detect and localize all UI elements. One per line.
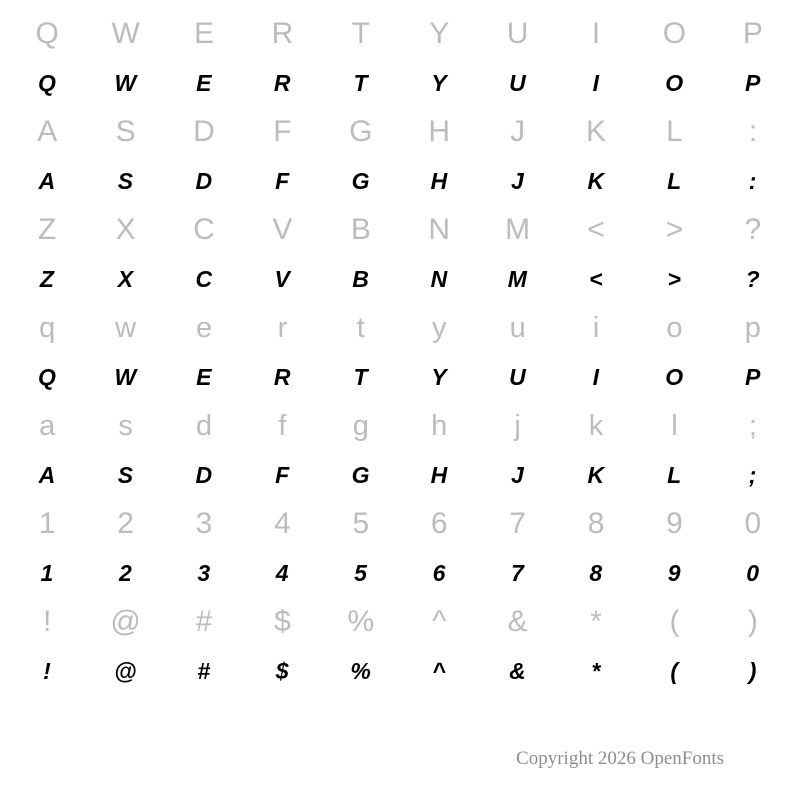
key-label: D <box>193 115 215 148</box>
glyph-sample: 0 <box>746 559 760 586</box>
glyph-sample: O <box>665 69 684 96</box>
glyph-sample: W <box>114 363 137 390</box>
glyph-sample: R <box>273 69 291 96</box>
glyph-sample: E <box>196 69 212 96</box>
glyph-sample: 7 <box>510 559 525 586</box>
key-label: O <box>662 17 687 50</box>
glyph-sample: V <box>274 265 291 292</box>
row-uppercase-zxcv-glyphs <box>0 260 800 298</box>
key-label: ? <box>744 213 762 246</box>
glyph-sample: L <box>667 167 682 194</box>
glyph-sample: @ <box>114 657 138 684</box>
glyph-sample: T <box>353 69 369 96</box>
key-label: 3 <box>195 507 213 540</box>
key-label: J <box>510 115 526 148</box>
key-label: y <box>431 311 447 344</box>
key-label: t <box>356 311 365 344</box>
key-label: 5 <box>352 507 370 540</box>
key-label: & <box>507 605 528 638</box>
glyph-sample: < <box>589 265 604 292</box>
glyph-sample: U <box>509 69 527 96</box>
key-label: a <box>39 409 56 442</box>
glyph-sample: B <box>352 265 370 292</box>
key-label: I <box>591 17 601 50</box>
key-label: l <box>671 409 678 442</box>
key-label: g <box>352 409 369 442</box>
key-label: U <box>506 17 529 50</box>
glyph-sample: ( <box>670 657 679 684</box>
row-lowercase-asdf-glyphs <box>0 456 800 494</box>
key-label: k <box>588 409 604 442</box>
glyph-sample: H <box>430 167 448 194</box>
key-label: 2 <box>117 507 134 540</box>
key-label: u <box>509 311 526 344</box>
row-symbols-glyphs <box>0 652 800 690</box>
key-label: W <box>111 17 140 50</box>
glyph-sample: 8 <box>589 559 603 586</box>
key-label: 8 <box>587 507 605 540</box>
glyph-sample: X <box>117 265 134 292</box>
key-label: i <box>592 311 600 344</box>
glyph-sample: ? <box>745 265 761 292</box>
key-label: P <box>742 17 763 50</box>
glyph-sample: : <box>748 167 757 194</box>
key-label: C <box>193 213 215 246</box>
key-label: A <box>37 115 58 148</box>
key-label: 1 <box>38 507 56 540</box>
glyph-sample: S <box>117 461 134 488</box>
key-label: < <box>587 213 605 246</box>
key-label: X <box>115 213 136 246</box>
glyph-sample: J <box>510 461 525 488</box>
key-label: 9 <box>666 507 683 540</box>
glyph-sample: Y <box>431 363 448 390</box>
row-uppercase-qwerty-glyphs <box>0 64 800 102</box>
row-uppercase-asdf-keys <box>0 102 800 162</box>
row-digits-keys <box>0 494 800 554</box>
glyph-sample: Y <box>431 69 448 96</box>
key-label: $ <box>274 605 291 638</box>
glyph-sample: # <box>197 657 211 684</box>
key-label: % <box>347 605 375 638</box>
key-label: ; <box>748 409 757 442</box>
key-label: r <box>277 311 288 344</box>
glyph-sample: I <box>592 69 600 96</box>
glyph-sample: L <box>667 461 682 488</box>
row-lowercase-qwerty-glyphs <box>0 358 800 396</box>
key-label: V <box>272 213 293 246</box>
glyph-sample: M <box>507 265 528 292</box>
row-lowercase-asdf-keys <box>0 396 800 456</box>
glyph-sample: % <box>350 657 372 684</box>
key-label: Q <box>35 17 59 50</box>
glyph-sample: ^ <box>432 657 447 684</box>
glyph-sample: A <box>38 167 56 194</box>
glyph-sample: > <box>667 265 682 292</box>
row-symbols-keys <box>0 592 800 652</box>
glyph-sample: ! <box>43 657 52 684</box>
glyph-sample: S <box>117 167 134 194</box>
key-label: G <box>349 115 373 148</box>
key-label: ^ <box>432 605 447 638</box>
key-label: H <box>428 115 451 148</box>
glyph-sample: A <box>38 461 56 488</box>
glyph-sample: Q <box>38 363 57 390</box>
glyph-sample: P <box>744 363 761 390</box>
key-label: F <box>273 115 292 148</box>
glyph-sample: W <box>114 69 137 96</box>
copyright-notice: Copyright 2026 OpenFonts <box>516 748 724 769</box>
key-label: ) <box>747 605 758 638</box>
glyph-sample: 9 <box>667 559 682 586</box>
key-label: M <box>505 213 531 246</box>
key-label: d <box>195 409 213 442</box>
key-label: 6 <box>430 507 448 540</box>
key-label: @ <box>110 605 141 638</box>
glyph-sample: N <box>430 265 448 292</box>
key-label: 4 <box>274 507 291 540</box>
glyph-sample: G <box>351 167 371 194</box>
key-label: > <box>665 213 684 246</box>
key-label: 7 <box>509 507 526 540</box>
glyph-sample: J <box>510 167 525 194</box>
glyph-sample: D <box>195 461 213 488</box>
key-label: j <box>514 409 521 442</box>
key-label: : <box>748 115 758 148</box>
glyph-sample: * <box>591 657 601 684</box>
glyph-sample: D <box>195 167 213 194</box>
glyph-sample: K <box>587 461 605 488</box>
glyph-sample: K <box>587 167 605 194</box>
glyph-sample: P <box>744 69 761 96</box>
glyph-sample: I <box>592 363 600 390</box>
glyph-sample: ) <box>748 657 757 684</box>
glyph-sample: H <box>430 461 448 488</box>
glyph-sample: F <box>275 167 290 194</box>
key-label: q <box>39 311 56 344</box>
key-label: h <box>431 409 448 442</box>
glyph-sample: 1 <box>40 559 54 586</box>
glyph-sample: & <box>509 657 527 684</box>
key-label: S <box>115 115 136 148</box>
key-label: 0 <box>744 507 762 540</box>
glyph-sample: U <box>509 363 527 390</box>
row-uppercase-qwerty-keys <box>0 4 800 64</box>
glyph-sample: $ <box>275 657 290 684</box>
key-label: B <box>350 213 371 246</box>
key-label: w <box>115 311 137 344</box>
glyph-sample: G <box>351 461 371 488</box>
glyph-sample: Z <box>39 265 55 292</box>
key-label: * <box>590 605 602 638</box>
key-label: T <box>351 17 370 50</box>
glyph-sample: 4 <box>275 559 290 586</box>
row-uppercase-zxcv-keys <box>0 200 800 260</box>
key-label: o <box>666 311 683 344</box>
key-label: ( <box>669 605 680 638</box>
key-label: Z <box>38 213 57 246</box>
key-label: s <box>118 409 133 442</box>
row-uppercase-asdf-glyphs <box>0 162 800 200</box>
glyph-sample: 2 <box>118 559 133 586</box>
key-label: E <box>194 17 215 50</box>
glyph-sample: ; <box>748 461 757 488</box>
glyph-sample: F <box>275 461 290 488</box>
key-label: Y <box>429 17 450 50</box>
glyph-sample: 5 <box>354 559 368 586</box>
row-lowercase-qwerty-keys <box>0 298 800 358</box>
glyph-sample: T <box>353 363 369 390</box>
glyph-sample: C <box>195 265 213 292</box>
key-label: p <box>744 311 761 344</box>
glyph-sample: R <box>273 363 291 390</box>
key-label: L <box>666 115 683 148</box>
glyph-sample: Q <box>38 69 57 96</box>
glyph-sample: 3 <box>197 559 211 586</box>
row-digits-glyphs <box>0 554 800 592</box>
key-label: f <box>278 409 287 442</box>
key-label: R <box>271 17 294 50</box>
key-label: # <box>195 605 213 638</box>
glyph-sample: E <box>196 363 212 390</box>
key-label: N <box>428 213 451 246</box>
key-label: e <box>195 311 213 344</box>
key-label: ! <box>43 605 52 638</box>
glyph-sample: O <box>665 363 684 390</box>
glyph-sample: 6 <box>432 559 446 586</box>
key-label: K <box>586 115 607 148</box>
